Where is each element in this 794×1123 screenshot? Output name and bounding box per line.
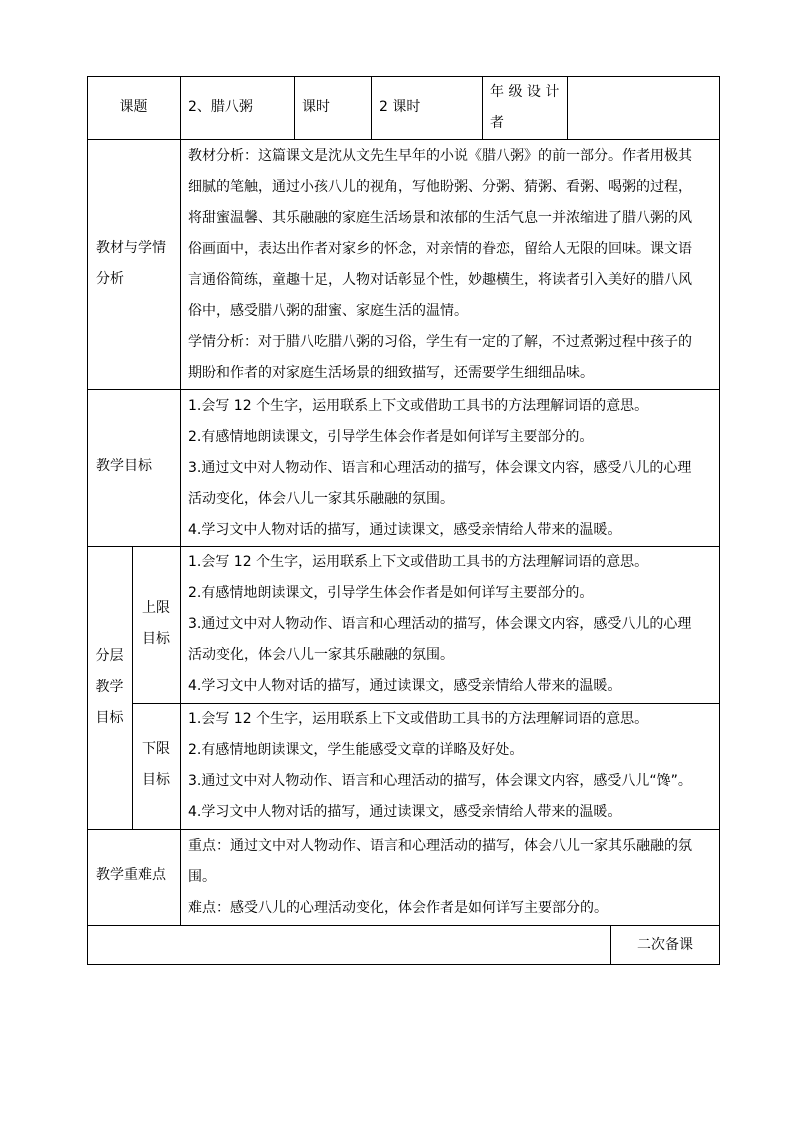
upper-goals-label: 上限 (142, 600, 170, 616)
key-point-line: 重点：通过文中对人物动作、语言和心理活动的描写，体会八儿一家其乐融融的氛 (188, 838, 692, 854)
column-divider (482, 76, 483, 139)
analysis-text-line: 期盼和作者的对家庭生活场景的细致描写，还需要学生细细品味。 (188, 365, 594, 381)
analysis-text-line: 细腻的笔触，通过小孩八儿的视角，写他盼粥、分粥、猜粥、看粥、喝粥的过程， (188, 179, 692, 195)
goal-line: 1.会写 12 个生字，运用联系上下文或借助工具书的方法理解词语的意思。 (188, 398, 649, 414)
topic-value: 2、腊八粥 (188, 99, 253, 115)
key-point-line: 难点：感受八儿的心理活动变化，体会作者是如何详写主要部分的。 (188, 900, 608, 916)
analysis-text-line: 俗画面中，表达出作者对家乡的怀念，对亲情的眷恋，留给人无限的回味。课文语 (188, 241, 692, 257)
designer-label: 年 级 设 计 (490, 84, 560, 100)
goals-label: 教学目标 (96, 458, 152, 474)
lower-goal-line: 3.通过文中对人物动作、语言和心理活动的描写，体会课文内容，感受八儿“馋”。 (188, 773, 692, 789)
analysis-label: 分析 (96, 271, 124, 287)
analysis-text-line: 将甜蜜温馨、其乐融融的家庭生活场景和浓郁的生活气息一并浓缩进了腊八粥的风 (188, 210, 692, 226)
goal-line: 4.学习文中人物对话的描写，通过读课文，感受亲情给人带来的温暖。 (188, 522, 622, 538)
goal-line: 2.有感情地朗读课文，引导学生体会作者是如何详写主要部分的。 (188, 429, 594, 445)
upper-goal-line: 3.通过文中对人物动作、语言和心理活动的描写，体会课文内容，感受八儿的心理 (188, 616, 692, 632)
column-divider (180, 76, 181, 925)
column-divider (567, 76, 568, 139)
key-point-line: 围。 (188, 869, 216, 885)
row-divider (87, 829, 720, 830)
upper-goal-line: 4.学习文中人物对话的描写，通过读课文，感受亲情给人带来的温暖。 (188, 678, 622, 694)
lower-goals-label: 目标 (142, 772, 170, 788)
layered-goals-label: 目标 (95, 710, 124, 726)
lower-goal-line: 1.会写 12 个生字，运用联系上下文或借助工具书的方法理解词语的意思。 (188, 711, 649, 727)
key-points-label: 教学重难点 (96, 867, 166, 883)
analysis-text-line: 言通俗简练，童趣十足，人物对话彰显个性，妙趣横生，将读者引入美好的腊八风 (188, 272, 692, 288)
analysis-text-line: 学情分析：对于腊八吃腊八粥的习俗，学生有一定的了解，不过煮粥过程中孩子的 (188, 334, 692, 350)
lower-goals-label: 下限 (142, 741, 170, 757)
layered-goals-label: 分层 (95, 648, 124, 664)
upper-goals-label: 目标 (142, 631, 170, 647)
row-divider (87, 925, 720, 926)
period-label: 课时 (302, 99, 330, 115)
goal-line: 活动变化，体会八儿一家其乐融融的氛围。 (188, 491, 454, 507)
lower-goal-line: 2.有感情地朗读课文，学生能感受文章的详略及好处。 (188, 742, 524, 758)
upper-goal-line: 1.会写 12 个生字，运用联系上下文或借助工具书的方法理解词语的意思。 (188, 554, 649, 570)
upper-goal-line: 2.有感情地朗读课文，引导学生体会作者是如何详写主要部分的。 (188, 585, 594, 601)
lower-goal-line: 4.学习文中人物对话的描写，通过读课文，感受亲情给人带来的温暖。 (188, 804, 622, 820)
topic-label: 课题 (119, 99, 148, 115)
analysis-label: 教材与学情 (96, 240, 166, 256)
analysis-text-line: 教材分析：这篇课文是沈从文先生早年的小说《腊八粥》的前一部分。作者用极其 (188, 148, 692, 164)
goal-line: 3.通过文中对人物动作、语言和心理活动的描写，体会课文内容，感受八儿的心理 (188, 460, 692, 476)
period-value: 2 课时 (379, 99, 421, 115)
column-divider (371, 76, 372, 139)
secondary-prep-label: 二次备课 (637, 937, 693, 953)
row-divider (87, 139, 720, 140)
layered-goals-label: 教学 (95, 679, 124, 695)
row-divider (87, 389, 720, 390)
designer-label: 者 (490, 115, 504, 131)
column-divider (294, 76, 295, 139)
analysis-text-line: 俗中，感受腊八粥的甜蜜、家庭生活的温情。 (188, 303, 468, 319)
upper-goal-line: 活动变化，体会八儿一家其乐融融的氛围。 (188, 647, 454, 663)
